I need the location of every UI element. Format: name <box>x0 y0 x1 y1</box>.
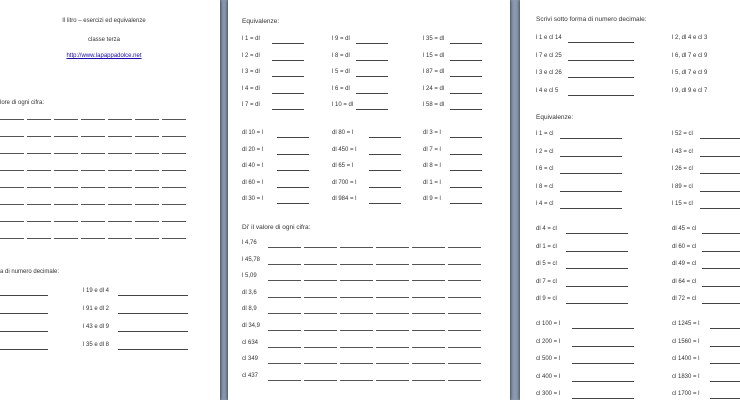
answer-line[interactable] <box>118 349 188 350</box>
answer-line[interactable] <box>710 398 740 399</box>
equivalence-label: l 26 = cl <box>672 166 693 172</box>
answer-line[interactable] <box>450 170 482 171</box>
answer-line[interactable] <box>572 381 634 382</box>
equivalence-label: cl 100 = l <box>536 321 561 327</box>
answer-line[interactable] <box>268 247 301 248</box>
value-label: l 45,78 <box>242 256 261 263</box>
answer-line[interactable] <box>0 187 24 188</box>
answer-line[interactable] <box>369 170 401 171</box>
answer-line[interactable] <box>277 154 309 155</box>
equivalence-label: dl 60 = cl <box>672 243 697 250</box>
answer-line[interactable] <box>572 346 634 347</box>
answer-line[interactable] <box>81 187 105 188</box>
equivalence-label: l 43 = cl <box>672 148 693 155</box>
answer-line[interactable] <box>27 119 51 120</box>
equivalence-label: dl 60 = l <box>242 179 264 186</box>
answer-line[interactable] <box>412 380 445 381</box>
answer-line[interactable] <box>450 76 482 77</box>
answer-line[interactable] <box>304 313 337 314</box>
answer-line[interactable] <box>340 363 373 364</box>
answer-line[interactable] <box>710 346 740 347</box>
answer-line[interactable] <box>710 328 740 329</box>
answer-line[interactable] <box>304 347 337 348</box>
answer-line[interactable] <box>376 297 409 298</box>
equivalence-label: dl 9 = cl <box>536 296 557 302</box>
answer-line[interactable] <box>448 247 481 248</box>
equivalence-label: l 52 = cl <box>672 131 693 137</box>
worksheet-page-2 <box>228 0 510 400</box>
answer-line[interactable] <box>277 203 309 204</box>
answer-line[interactable] <box>568 77 634 78</box>
answer-line[interactable] <box>268 330 301 331</box>
decimal-label: l 6, dl 7 e cl 9 <box>672 52 708 59</box>
equivalence-label: l 15 = cl <box>672 201 693 207</box>
answer-line[interactable] <box>340 297 373 298</box>
answer-line[interactable] <box>135 170 159 171</box>
answer-line[interactable] <box>340 264 373 265</box>
value-label: cl 349 <box>242 356 259 363</box>
equivalence-label: dl 9 = l <box>423 196 441 202</box>
answer-line[interactable] <box>0 119 24 120</box>
answer-line[interactable] <box>81 221 105 222</box>
answer-line[interactable] <box>272 93 304 94</box>
equivalence-label: dl 80 = l <box>332 130 354 136</box>
answer-line[interactable] <box>450 154 482 155</box>
answer-line[interactable] <box>27 221 51 222</box>
equivalence-label: cl 1245 = l <box>672 321 700 327</box>
answer-line[interactable] <box>0 136 24 137</box>
answer-line[interactable] <box>304 363 337 364</box>
equivalence-label: l 1 = dl <box>242 36 260 42</box>
equivalence-label: dl 72 = cl <box>672 296 697 302</box>
answer-line[interactable] <box>277 187 309 188</box>
answer-line[interactable] <box>340 313 373 314</box>
answer-line[interactable] <box>412 347 445 348</box>
equivalence-label: dl 40 = l <box>242 163 264 169</box>
answer-line[interactable] <box>272 60 304 61</box>
answer-line[interactable] <box>702 303 740 304</box>
answer-line[interactable] <box>450 137 482 138</box>
answer-line[interactable] <box>376 280 409 281</box>
answer-line[interactable] <box>54 238 78 239</box>
answer-line[interactable] <box>108 153 132 154</box>
answer-line[interactable] <box>108 187 132 188</box>
answer-line[interactable] <box>560 173 622 174</box>
value-label: l 5,09 <box>242 273 257 280</box>
decimal-label: l 2, dl 4 e cl 3 <box>672 35 708 41</box>
answer-line[interactable] <box>304 380 337 381</box>
answer-line[interactable] <box>81 204 105 205</box>
equivalence-label: l 7 = dl <box>242 102 260 108</box>
equivalence-label: l 8 = dl <box>332 52 350 59</box>
answer-line[interactable] <box>702 251 740 252</box>
equivalence-label: dl 65 = l <box>332 163 354 169</box>
answer-line[interactable] <box>268 280 301 281</box>
answer-line[interactable] <box>412 247 445 248</box>
equivalence-label: dl 5 = cl <box>536 261 557 267</box>
section-heading: Equivalenze: <box>242 18 280 25</box>
decimal-label: l 4 e cl 5 <box>536 87 559 94</box>
equivalence-label: cl 1400 = l <box>672 356 700 362</box>
decimal-label: l 5, dl 7 e cl 9 <box>672 70 708 76</box>
exercise-label: l 35 e dl 8 <box>83 342 110 348</box>
answer-line[interactable] <box>54 221 78 222</box>
answer-line[interactable] <box>27 153 51 154</box>
answer-line[interactable] <box>27 238 51 239</box>
answer-line[interactable] <box>54 119 78 120</box>
equivalence-label: l 4 = cl <box>536 201 554 207</box>
answer-line[interactable] <box>118 313 188 314</box>
answer-line[interactable] <box>340 380 373 381</box>
answer-line[interactable] <box>108 136 132 137</box>
answer-line[interactable] <box>448 363 481 364</box>
answer-line[interactable] <box>135 221 159 222</box>
answer-line[interactable] <box>27 136 51 137</box>
equivalence-label: dl 20 = l <box>242 146 264 153</box>
answer-line[interactable] <box>702 268 740 269</box>
answer-line[interactable] <box>340 247 373 248</box>
answer-line[interactable] <box>118 295 188 296</box>
answer-line[interactable] <box>369 137 401 138</box>
equivalence-label: dl 7 = l <box>423 146 441 153</box>
answer-line[interactable] <box>81 170 105 171</box>
answer-line[interactable] <box>27 187 51 188</box>
answer-line[interactable] <box>560 191 622 192</box>
answer-line[interactable] <box>369 154 401 155</box>
decimal-label: l 3 e cl 26 <box>536 70 562 76</box>
equivalence-label: dl 49 = cl <box>672 261 697 267</box>
answer-line[interactable] <box>162 136 186 137</box>
answer-line[interactable] <box>700 208 740 209</box>
answer-line[interactable] <box>560 138 622 139</box>
equivalence-label: dl 10 = l <box>242 130 264 136</box>
equivalence-label: l 1 = cl <box>536 131 554 137</box>
answer-line[interactable] <box>448 330 481 331</box>
answer-line[interactable] <box>566 251 628 252</box>
equivalence-label: l 9 = dl <box>332 36 350 42</box>
answer-line[interactable] <box>412 280 445 281</box>
equivalence-label: cl 1560 = l <box>672 338 700 345</box>
answer-line[interactable] <box>450 187 482 188</box>
answer-line[interactable] <box>162 221 186 222</box>
answer-line[interactable] <box>54 187 78 188</box>
answer-line[interactable] <box>376 363 409 364</box>
answer-line[interactable] <box>566 233 628 234</box>
equivalence-label: l 8 = cl <box>536 183 554 190</box>
answer-line[interactable] <box>108 170 132 171</box>
answer-line[interactable] <box>568 42 634 43</box>
answer-line[interactable] <box>340 280 373 281</box>
answer-line[interactable] <box>162 238 186 239</box>
answer-line[interactable] <box>81 119 105 120</box>
equivalence-label: l 58 = dl <box>423 102 445 108</box>
answer-line[interactable] <box>448 380 481 381</box>
answer-line[interactable] <box>268 380 301 381</box>
answer-line[interactable] <box>450 43 482 44</box>
answer-line[interactable] <box>700 138 740 139</box>
answer-line[interactable] <box>566 303 628 304</box>
worksheet-page-3 <box>520 0 740 400</box>
equivalence-label: l 24 = dl <box>423 85 445 92</box>
worksheet-page-1 <box>0 0 220 400</box>
answer-line[interactable] <box>448 313 481 314</box>
answer-line[interactable] <box>702 286 740 287</box>
answer-line[interactable] <box>572 363 634 364</box>
answer-line[interactable] <box>162 170 186 171</box>
answer-line[interactable] <box>412 264 445 265</box>
equivalence-label: cl 300 = l <box>536 391 561 397</box>
answer-line[interactable] <box>340 330 373 331</box>
answer-line[interactable] <box>700 191 740 192</box>
equivalence-label: l 6 = dl <box>332 85 350 92</box>
exercise-label: l 19 e dl 4 <box>83 288 110 294</box>
answer-line[interactable] <box>412 313 445 314</box>
equivalence-label: l 10 = dl <box>332 102 354 108</box>
answer-line[interactable] <box>54 136 78 137</box>
answer-line[interactable] <box>0 331 48 332</box>
value-label: cl 634 <box>242 339 259 346</box>
value-label: l 4,76 <box>242 240 257 246</box>
answer-line[interactable] <box>340 347 373 348</box>
answer-line[interactable] <box>566 286 628 287</box>
answer-line[interactable] <box>135 153 159 154</box>
answer-line[interactable] <box>412 297 445 298</box>
value-label: dl 3,6 <box>242 289 257 296</box>
answer-line[interactable] <box>135 238 159 239</box>
answer-line[interactable] <box>54 153 78 154</box>
answer-line[interactable] <box>376 313 409 314</box>
decimal-label: l 1 e cl 14 <box>536 35 562 41</box>
equivalence-label: l 6 = cl <box>536 166 554 172</box>
answer-line[interactable] <box>0 238 24 239</box>
answer-line[interactable] <box>108 204 132 205</box>
section-heading: a di numero decimale: <box>0 269 60 275</box>
answer-line[interactable] <box>450 203 482 204</box>
answer-line[interactable] <box>304 247 337 248</box>
answer-line[interactable] <box>412 330 445 331</box>
answer-line[interactable] <box>268 363 301 364</box>
equivalence-label: dl 1 = cl <box>536 243 557 250</box>
equivalence-label: l 5 = dl <box>332 69 350 75</box>
answer-line[interactable] <box>710 363 740 364</box>
equivalence-label: dl 64 = cl <box>672 278 697 285</box>
answer-line[interactable] <box>0 221 24 222</box>
equivalence-label: dl 7 = cl <box>536 278 557 285</box>
value-label: dl 8,9 <box>242 306 257 313</box>
answer-line[interactable] <box>0 153 24 154</box>
answer-line[interactable] <box>304 280 337 281</box>
answer-line[interactable] <box>376 347 409 348</box>
equivalence-label: dl 30 = l <box>242 196 264 202</box>
answer-line[interactable] <box>268 313 301 314</box>
equivalence-label: cl 1830 = l <box>672 373 700 380</box>
answer-line[interactable] <box>0 313 48 314</box>
answer-line[interactable] <box>450 60 482 61</box>
section-heading: lore di ogni cifra: <box>0 100 45 106</box>
answer-line[interactable] <box>560 156 622 157</box>
answer-line[interactable] <box>81 136 105 137</box>
answer-line[interactable] <box>304 264 337 265</box>
answer-line[interactable] <box>108 119 132 120</box>
answer-line[interactable] <box>162 204 186 205</box>
equivalence-label: l 15 = dl <box>423 52 445 59</box>
answer-line[interactable] <box>369 203 401 204</box>
answer-line[interactable] <box>108 221 132 222</box>
answer-line[interactable] <box>304 330 337 331</box>
answer-line[interactable] <box>162 153 186 154</box>
answer-line[interactable] <box>560 208 622 209</box>
answer-line[interactable] <box>0 170 24 171</box>
answer-line[interactable] <box>376 330 409 331</box>
answer-line[interactable] <box>135 187 159 188</box>
answer-line[interactable] <box>81 238 105 239</box>
answer-line[interactable] <box>356 60 388 61</box>
equivalence-label: l 3 = dl <box>242 69 260 75</box>
answer-line[interactable] <box>448 280 481 281</box>
answer-line[interactable] <box>277 170 309 171</box>
equivalence-label: l 2 = dl <box>242 52 260 59</box>
answer-line[interactable] <box>566 268 628 269</box>
equivalence-label: dl 45 = cl <box>672 226 697 232</box>
answer-line[interactable] <box>118 331 188 332</box>
answer-line[interactable] <box>277 137 309 138</box>
answer-line[interactable] <box>356 109 388 110</box>
answer-line[interactable] <box>54 170 78 171</box>
equivalence-label: l 2 = cl <box>536 148 554 155</box>
answer-line[interactable] <box>356 43 388 44</box>
equivalence-label: cl 200 = l <box>536 338 561 345</box>
equivalence-label: dl 8 = l <box>423 163 441 169</box>
answer-line[interactable] <box>108 238 132 239</box>
answer-line[interactable] <box>448 347 481 348</box>
answer-line[interactable] <box>572 328 634 329</box>
answer-line[interactable] <box>272 76 304 77</box>
answer-line[interactable] <box>376 380 409 381</box>
answer-line[interactable] <box>568 95 634 96</box>
section-heading: Equivalenze: <box>536 114 574 121</box>
answer-line[interactable] <box>162 187 186 188</box>
answer-line[interactable] <box>568 60 634 61</box>
answer-line[interactable] <box>0 349 48 350</box>
equivalence-label: dl 984 = l <box>332 196 357 202</box>
answer-line[interactable] <box>412 363 445 364</box>
answer-line[interactable] <box>356 93 388 94</box>
answer-line[interactable] <box>0 204 24 205</box>
answer-line[interactable] <box>27 204 51 205</box>
answer-line[interactable] <box>135 136 159 137</box>
equivalence-label: cl 400 = l <box>536 373 561 380</box>
equivalence-label: dl 1 = l <box>423 179 441 186</box>
equivalence-label: cl 500 = l <box>536 356 561 362</box>
equivalence-label: cl 1700 = l <box>672 391 700 397</box>
answer-line[interactable] <box>356 76 388 77</box>
answer-line[interactable] <box>376 264 409 265</box>
answer-line[interactable] <box>272 109 304 110</box>
equivalence-label: dl 700 = l <box>332 179 357 186</box>
value-label: cl 437 <box>242 372 259 379</box>
answer-line[interactable] <box>135 119 159 120</box>
equivalence-label: l 87 = dl <box>423 69 445 75</box>
answer-line[interactable] <box>450 93 482 94</box>
equivalence-label: l 89 = cl <box>672 183 693 190</box>
answer-line[interactable] <box>710 381 740 382</box>
equivalence-label: l 4 = dl <box>242 85 260 92</box>
equivalence-label: dl 450 = l <box>332 146 357 153</box>
equivalence-label: dl 4 = cl <box>536 226 557 232</box>
answer-line[interactable] <box>369 187 401 188</box>
page-subtitle: classe terza <box>87 37 120 43</box>
answer-line[interactable] <box>450 109 482 110</box>
section-heading: Scrivi sotto forma di numero decimale: <box>536 16 647 23</box>
answer-line[interactable] <box>268 347 301 348</box>
equivalence-label: l 35 = dl <box>423 36 445 42</box>
page-title: Il litro – esercizi ed equivalenze <box>62 18 146 24</box>
answer-line[interactable] <box>272 43 304 44</box>
answer-line[interactable] <box>268 297 301 298</box>
exercise-label: l 43 e dl 9 <box>83 324 110 330</box>
decimal-label: l 9, dl 9 e cl 7 <box>672 87 708 94</box>
answer-line[interactable] <box>700 173 740 174</box>
value-label: dl 34,9 <box>242 323 261 329</box>
answer-line[interactable] <box>162 119 186 120</box>
answer-line[interactable] <box>448 264 481 265</box>
answer-line[interactable] <box>268 264 301 265</box>
answer-line[interactable] <box>0 295 48 296</box>
answer-line[interactable] <box>27 170 51 171</box>
answer-line[interactable] <box>700 156 740 157</box>
decimal-label: l 7 e cl 25 <box>536 52 562 59</box>
answer-line[interactable] <box>702 233 740 234</box>
site-link[interactable]: http://www.lapappadolce.net <box>66 53 142 59</box>
section-heading: Di' il valore di ogni cifra: <box>242 224 311 231</box>
answer-line[interactable] <box>448 297 481 298</box>
answer-line[interactable] <box>304 297 337 298</box>
answer-line[interactable] <box>81 153 105 154</box>
answer-line[interactable] <box>572 398 634 399</box>
answer-line[interactable] <box>54 204 78 205</box>
exercise-label: l 91 e dl 2 <box>83 306 110 312</box>
equivalence-label: dl 3 = l <box>423 130 441 136</box>
answer-line[interactable] <box>376 247 409 248</box>
answer-line[interactable] <box>135 204 159 205</box>
